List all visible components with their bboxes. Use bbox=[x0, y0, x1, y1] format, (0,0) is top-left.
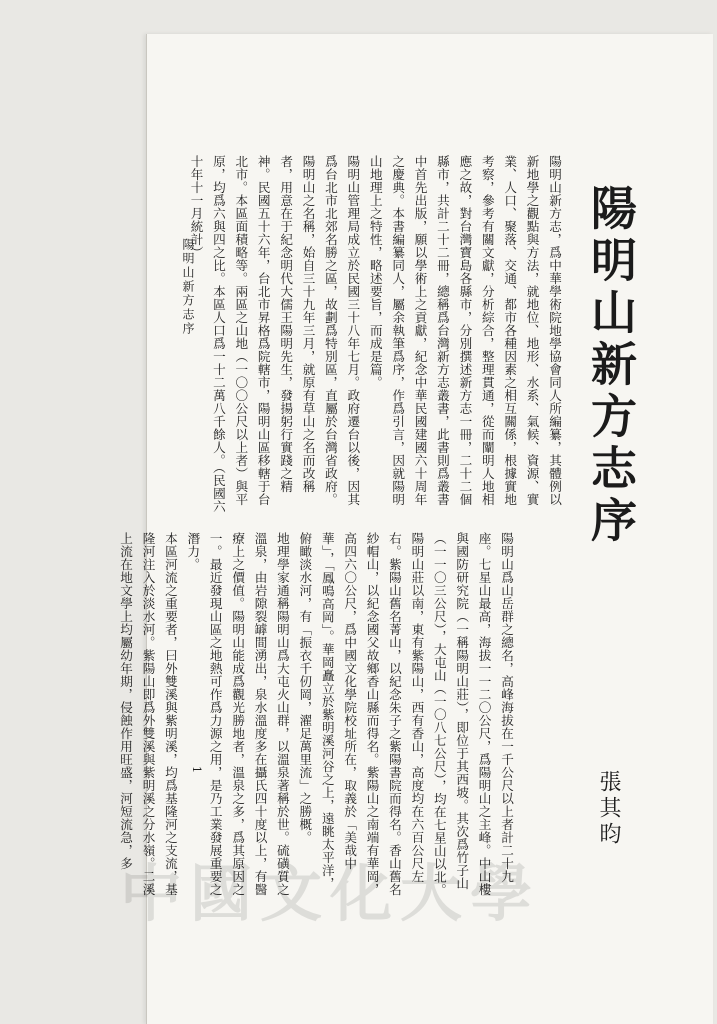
page-number: 1 bbox=[190, 766, 203, 773]
paragraph: 本區河流之重要者，曰外雙溪與紫明溪，均爲基隆河之支流，基隆河注入於淡水河。紫陽山即爲外雙溪與紫明溪之分水嶺。二溪上流在地文學上均屬幼年期，侵蝕作用旺盛，河短流急，多 bbox=[118, 532, 178, 896]
watermark: 中國文化大學 bbox=[120, 857, 541, 930]
paragraph: 陽明山爲山岳群之總名，高峰海拔在一千公尺以上者計二十九座。七星山最高，海拔一一二〇公尺，爲陽明山之主峰。中山樓與國防研究院（一稱陽明山莊），即位于其西坡。其次爲竹子山（一一〇三公尺），大屯山（一〇八七公尺），均在七星山以北。陽明山莊以南，東有紫陽山，西有香山，高度均在六百公尺左右。紫陽山舊名菁山，以紀念朱子之紫陽書院而得名。香山舊名紗帽山，以紀念國父故鄉香山縣而得名。紫陽山之南端有華岡，高四六〇公尺，爲中國文化學院校址所在，取義於「美哉中華」，「鳳鳴高岡」。華岡矗立於紫明溪河谷之上，遠眺太平洋，俯瞰淡水河，有「振衣千仞岡，濯足萬里流」之勝概。 bbox=[297, 532, 514, 897]
body-text-upper bbox=[184, 155, 565, 515]
paragraph: 陽明山管理局成立於民國三十八年七月。政府遷台以後，因其爲台北市北郊名勝之區，故劃爲特別區，直屬於台灣省政府。陽明山之名稱，始自三十九年三月，就原有草山之名而改稱者，用意在于紀念明代大儒王陽明先生，發揚躬行實踐之精神。民國五十六年，台北市昇格爲院轄市，陽明山區移轄于台北市。本區面積略等。兩區之山地（一〇〇公尺以上者）與平原，均爲六與四之比。本區人口爲一十二萬八千餘人。（民國六十年十一月統計） bbox=[188, 155, 361, 513]
paragraph: 陽明山新方志，爲中華學術院地學協會同人所編纂，其體例以新地學之觀點與方法，就地位、地形、水系、氣候、資源、實業、人口、聚落、交通、都市各種因素之相互關係，根據實地考察，參考有關文獻，分析綜合，整理貫通，從而闡明人地相應之故，對台灣寶島各縣市，分別撰述新方志一冊，二十二個縣市，共計二十二冊，總稱爲台灣新方志叢書，此書則爲叢書中首先出版，願以學術上之貢獻，紀念中華民國建國六十周年之慶典。本書編纂同人，屬余執筆爲序，作爲引言，因就陽明山地理上之特性，略述要旨，而成是篇。 bbox=[367, 155, 562, 506]
running-head: 陽明山新方志序 bbox=[181, 238, 195, 336]
author-name: 張其昀 bbox=[596, 770, 621, 848]
paragraph: 地理學家通稱陽明山爲大屯火山群，以溫泉著稱於世。硫磺質之溫泉，由岩隙裂罅間湧出，泉水溫度多在攝氏四十度以上，有醫療上之價值。陽明山能成爲觀光勝地者，溫泉之多，爲其原因之一。最近發現山區之地熱可作爲力源之用，是乃工業發展重要之潛力。 bbox=[185, 532, 290, 896]
document-title: 陽明山新方志序 bbox=[584, 184, 638, 548]
